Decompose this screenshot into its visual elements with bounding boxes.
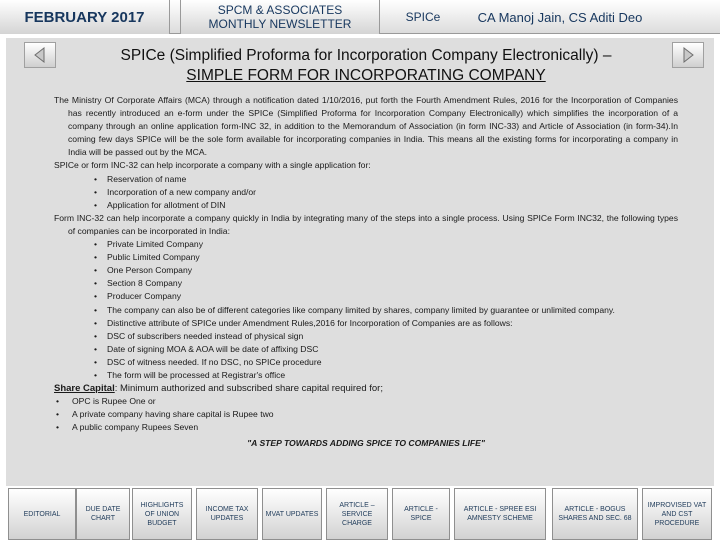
nav-button-service-charge[interactable]: ARTICLE – SERVICE CHARGE bbox=[326, 488, 388, 540]
article-panel bbox=[6, 38, 714, 486]
topic-label: SPICe bbox=[405, 10, 441, 24]
list-item bbox=[54, 330, 678, 343]
nav-button-income-tax[interactable]: INCOME TAX UPDATES bbox=[196, 488, 258, 540]
list-item bbox=[54, 290, 678, 303]
nav-button-spice[interactable]: ARTICLE - SPICE bbox=[392, 488, 450, 540]
bullet-icon: • bbox=[94, 291, 98, 302]
list-item bbox=[54, 264, 678, 277]
bullet-icon: • bbox=[94, 304, 98, 315]
bullet-icon: • bbox=[94, 343, 98, 354]
list-item bbox=[54, 199, 678, 212]
list-item-text: Public Limited Company bbox=[107, 252, 200, 263]
arrow-right-icon bbox=[680, 47, 696, 63]
list-item-text: DSC of subscribers needed instead of physical sign bbox=[107, 330, 304, 341]
nav-button-vat-cst[interactable]: IMPROVISED VAT AND CST PROCEDURE bbox=[642, 488, 712, 540]
next-page-button[interactable] bbox=[672, 42, 704, 68]
bullet-icon: • bbox=[94, 278, 98, 289]
single-app-list bbox=[54, 173, 678, 212]
list-item bbox=[54, 317, 678, 330]
bullet-icon: • bbox=[94, 173, 98, 184]
header-bar bbox=[0, 0, 720, 34]
list-item-text: Producer Company bbox=[107, 291, 182, 302]
newsletter-title bbox=[180, 0, 380, 34]
bullet-icon: • bbox=[56, 396, 60, 407]
list-item-text: One Person Company bbox=[107, 265, 193, 276]
nav-button-esi-amnesty[interactable]: ARTICLE - SPREE ESI AMNESTY SCHEME bbox=[454, 488, 546, 540]
list-item-text: DSC of witness needed. If no DSC, no SPICe procedure bbox=[107, 356, 322, 367]
list-item-text: Private Limited Company bbox=[107, 239, 204, 250]
list-item bbox=[54, 238, 678, 251]
list-item bbox=[54, 369, 678, 382]
share-capital-line bbox=[54, 382, 678, 395]
arrow-left-icon bbox=[32, 47, 48, 63]
bullet-icon: • bbox=[94, 317, 98, 328]
nav-button-due-date-chart[interactable]: DUE DATE CHART bbox=[76, 488, 130, 540]
newsletter-title-line1: SPCM & ASSOCIATES bbox=[217, 3, 343, 17]
list-item bbox=[54, 408, 678, 421]
list-item bbox=[54, 277, 678, 290]
bullet-icon: • bbox=[94, 252, 98, 263]
bullet-icon: • bbox=[94, 199, 98, 210]
article-title bbox=[76, 46, 656, 86]
authors-label: CA Manoj Jain, CS Aditi Deo bbox=[477, 9, 643, 25]
newsletter-title-line2: MONTHLY NEWSLETTER bbox=[208, 17, 352, 31]
share-capital-text: : Minimum authorized and subscribed share capital required for; bbox=[114, 383, 383, 395]
nav-button-bogus-shares[interactable]: ARTICLE - BOGUS SHARES AND SEC. 68 bbox=[552, 488, 638, 540]
article-body bbox=[54, 94, 678, 451]
month-label: FEBRUARY 2017 bbox=[0, 0, 170, 34]
company-types-list bbox=[54, 238, 678, 382]
list-item-text: The form will be processed at Registrar's office bbox=[107, 369, 286, 380]
article-title-line1: SPICe (Simplified Proforma for Incorporation Company Electronically) – bbox=[120, 47, 612, 64]
bullet-icon: • bbox=[94, 356, 98, 367]
bullet-icon: • bbox=[94, 369, 98, 380]
list-item-text: Reservation of name bbox=[107, 173, 187, 184]
types-intro: Form INC-32 can help incorporate a company quickly in India by integrating many of the steps into a single process. Using SPICe Form INC32, the following types of companies can be incorporated in India: bbox=[54, 212, 678, 236]
single-app-intro: SPICe or form INC-32 can help incorporate a company with a single application for: bbox=[54, 160, 371, 171]
list-item bbox=[54, 173, 678, 186]
list-item-text: Date of signing MOA & AOA will be date of affixing DSC bbox=[107, 343, 319, 354]
list-item-text: Application for allotment of DIN bbox=[107, 199, 226, 210]
list-item-text: A public company Rupees Seven bbox=[72, 422, 199, 433]
share-capital-list bbox=[54, 395, 678, 434]
list-item bbox=[54, 343, 678, 356]
nav-button-mvat[interactable]: MVAT UPDATES bbox=[262, 488, 322, 540]
list-item-text: A private company having share capital is Rupee two bbox=[72, 409, 274, 420]
list-item bbox=[54, 304, 678, 317]
nav-button-editorial[interactable]: EDITORIAL bbox=[8, 488, 76, 540]
list-item bbox=[54, 421, 678, 434]
tagline: "A STEP TOWARDS ADDING SPICE TO COMPANIES LIFE" bbox=[247, 438, 485, 449]
nav-button-union-budget[interactable]: HIGHLIGHTS OF UNION BUDGET bbox=[132, 488, 192, 540]
bullet-icon: • bbox=[94, 186, 98, 197]
bullet-icon: • bbox=[94, 239, 98, 250]
footer-nav bbox=[0, 488, 720, 540]
prev-page-button[interactable] bbox=[24, 42, 56, 68]
bullet-icon: • bbox=[94, 265, 98, 276]
bullet-icon: • bbox=[94, 330, 98, 341]
list-item-text: Distinctive attribute of SPICe under Amendment Rules,2016 for Incorporation of Companies are as follows: bbox=[107, 317, 513, 328]
article-title-line2: SIMPLE FORM FOR INCORPORATING COMPANY bbox=[186, 67, 546, 84]
list-item bbox=[54, 186, 678, 199]
list-item-text: Section 8 Company bbox=[107, 278, 182, 289]
list-item-text: Incorporation of a new company and/or bbox=[107, 186, 257, 197]
list-item bbox=[54, 251, 678, 264]
list-item bbox=[54, 356, 678, 369]
bullet-icon: • bbox=[56, 409, 60, 420]
list-item bbox=[54, 395, 678, 408]
intro-paragraph: The Ministry Of Corporate Affairs (MCA) through a notification dated 1/10/2016, put forth the Fourth Amendment Rules, 2016 for the Incorporation of Companies has recently introduced an e-form under the SPICe (Simplified Proforma for Incorporation Company Electronically) which simplifies the incorporation of a company through an online application form-INC 32, in addition to the Memorandum of Association (in form INC-33) and Article of Association (in form-34).In coming few days SPICe will be the sole form available for incorporating companies in India. This means all the existing forms for incorporating a company in India will be passed out by the MCA. bbox=[54, 95, 678, 158]
share-capital-label: Share Capital bbox=[54, 383, 115, 395]
bullet-icon: • bbox=[56, 422, 60, 433]
list-item-text: OPC is Rupee One or bbox=[72, 396, 156, 407]
list-item-text: The company can also be of different categories like company limited by shares, company limited by guarantee or unlimited company. bbox=[107, 304, 615, 315]
